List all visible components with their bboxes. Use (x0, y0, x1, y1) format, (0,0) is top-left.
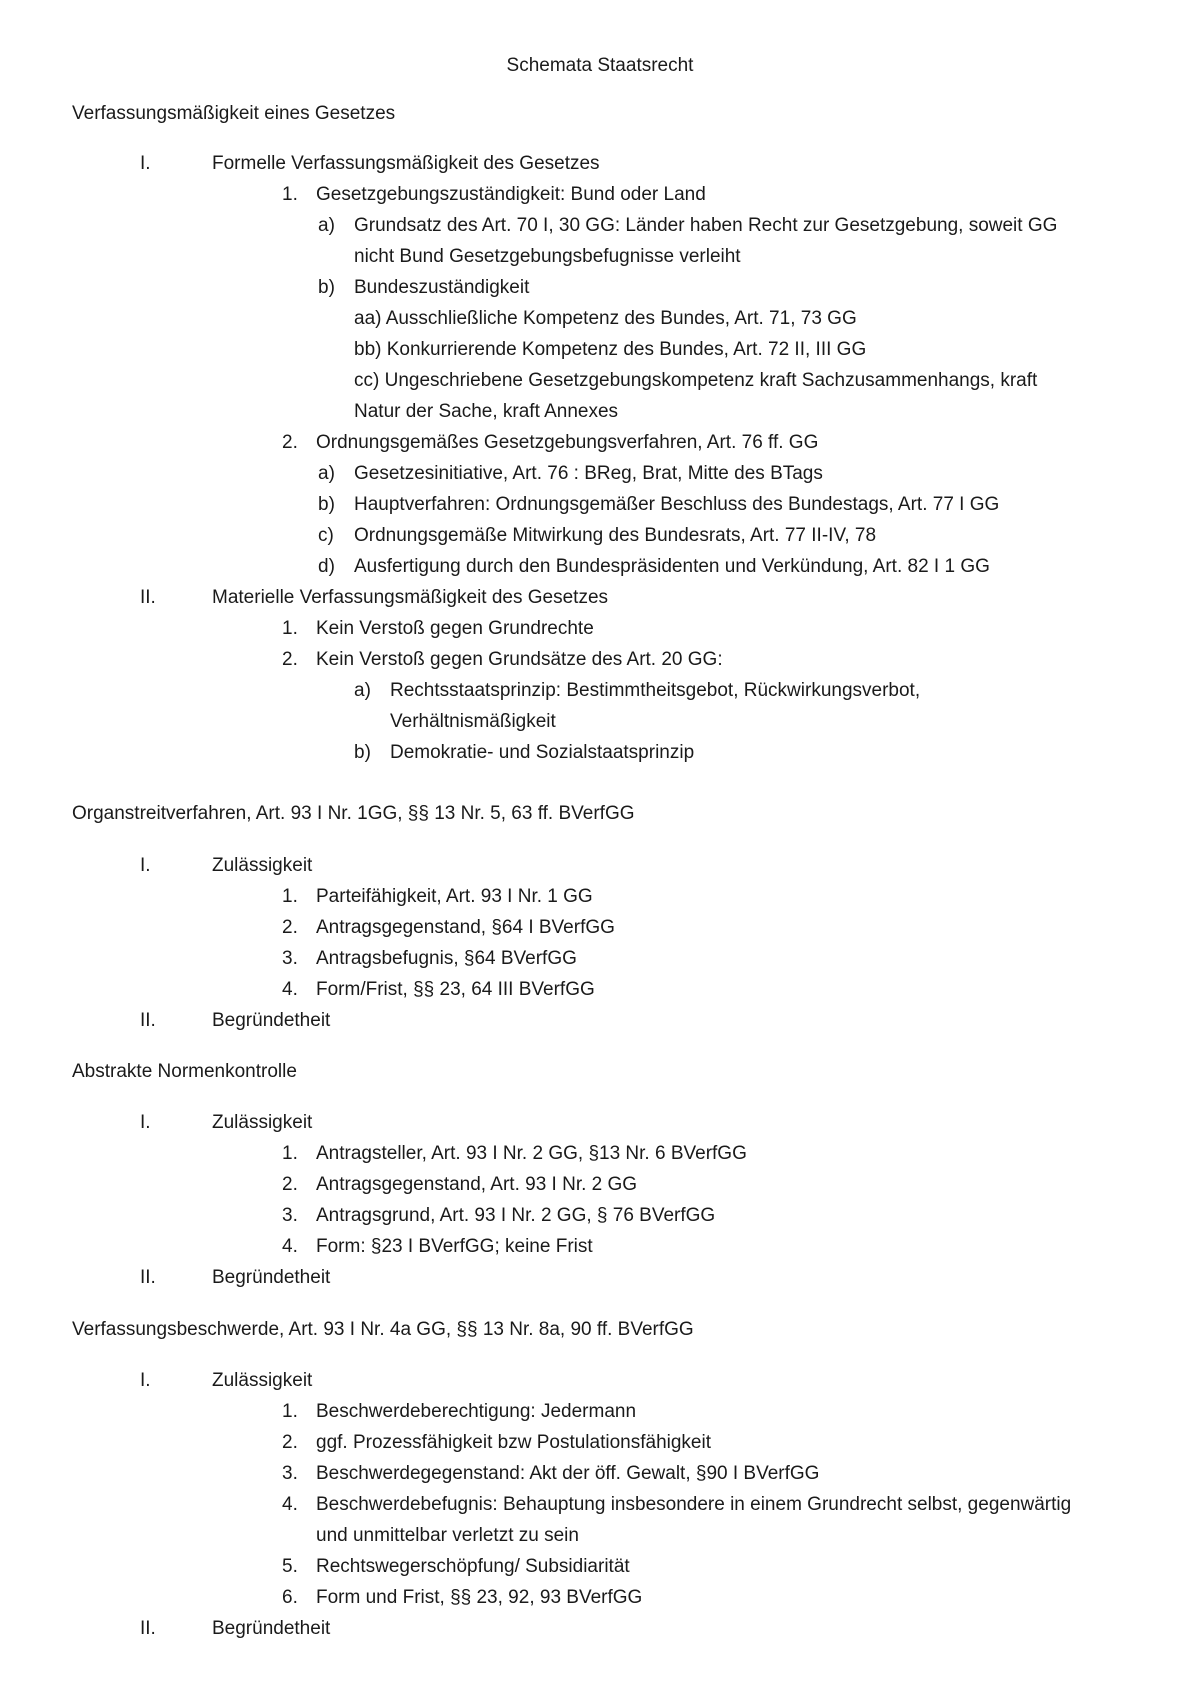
outline-item: Antragsbefugnis, §64 BVerfGG (316, 948, 577, 969)
outline-item: Gesetzgebungszuständigkeit: Bund oder Land (316, 184, 706, 205)
arabic-numeral: 2. (282, 649, 298, 670)
outline-item: Antragsgegenstand, Art. 93 I Nr. 2 GG (316, 1174, 638, 1195)
outline-item-continuation: und unmittelbar verletzt zu sein (316, 1525, 579, 1546)
outline-item: Rechtsstaatsprinzip: Bestimmtheitsgebot, Rückwirkungsverbot, (390, 680, 921, 701)
outline-item: Kein Verstoß gegen Grundrechte (316, 618, 594, 639)
arabic-numeral: 3. (282, 1463, 298, 1484)
outline-item: Antragsgrund, Art. 93 I Nr. 2 GG, § 76 BVerfGG (316, 1205, 716, 1226)
letter-marker: a) (318, 463, 335, 484)
section-heading: Abstrakte Normenkontrolle (72, 1061, 297, 1082)
outline-item: Form: §23 I BVerfGG; keine Frist (316, 1236, 593, 1257)
outline-item: Beschwerdegegenstand: Akt der öff. Gewalt, §90 I BVerfGG (316, 1463, 820, 1484)
outline-subitem: bb) Konkurrierende Kompetenz des Bundes, Art. 72 II, III GG (354, 339, 867, 360)
roman-numeral: I. (140, 1370, 151, 1391)
roman-numeral: II. (140, 1267, 156, 1288)
outline-item: Demokratie- und Sozialstaatsprinzip (390, 742, 695, 763)
outline-item: Antragsgegenstand, §64 I BVerfGG (316, 917, 615, 938)
letter-marker: b) (318, 277, 335, 298)
arabic-numeral: 4. (282, 1236, 298, 1257)
outline-item: Bundeszuständigkeit (354, 277, 530, 298)
letter-marker: b) (318, 494, 335, 515)
roman-numeral: I. (140, 855, 151, 876)
outline-item: Begründetheit (212, 1267, 331, 1288)
document-title: Schemata Staatsrecht (506, 55, 694, 76)
section-heading: Verfassungsbeschwerde, Art. 93 I Nr. 4a GG, §§ 13 Nr. 8a, 90 ff. BVerfGG (72, 1319, 694, 1340)
arabic-numeral: 2. (282, 1174, 298, 1195)
arabic-numeral: 1. (282, 184, 298, 205)
outline-item: Form und Frist, §§ 23, 92, 93 BVerfGG (316, 1587, 643, 1608)
section-heading: Organstreitverfahren, Art. 93 I Nr. 1GG, §§ 13 Nr. 5, 63 ff. BVerfGG (72, 803, 635, 824)
arabic-numeral: 2. (282, 1432, 298, 1453)
roman-numeral: II. (140, 587, 156, 608)
outline-item: ggf. Prozessfähigkeit bzw Postulationsfähigkeit (316, 1432, 711, 1453)
outline-item: Beschwerdebefugnis: Behauptung insbesondere in einem Grundrecht selbst, gegenwärtig (316, 1494, 1072, 1515)
arabic-numeral: 4. (282, 1494, 298, 1515)
outline-item: Kein Verstoß gegen Grundsätze des Art. 20 GG: (316, 649, 723, 670)
letter-marker: a) (354, 680, 371, 701)
outline-item: Grundsatz des Art. 70 I, 30 GG: Länder haben Recht zur Gesetzgebung, soweit GG (354, 215, 1058, 236)
roman-numeral: I. (140, 1112, 151, 1133)
outline-item: Hauptverfahren: Ordnungsgemäßer Beschluss des Bundestags, Art. 77 I GG (354, 494, 1000, 515)
roman-numeral: I. (140, 153, 151, 174)
outline-item-continuation: Verhältnismäßigkeit (390, 711, 556, 732)
outline-item: Formelle Verfassungsmäßigkeit des Gesetzes (212, 153, 600, 174)
arabic-numeral: 6. (282, 1587, 298, 1608)
roman-numeral: II. (140, 1618, 156, 1639)
outline-item: Rechtswegerschöpfung/ Subsidiarität (316, 1556, 630, 1577)
letter-marker: b) (354, 742, 371, 763)
outline-subitem: aa) Ausschließliche Kompetenz des Bundes, Art. 71, 73 GG (354, 308, 857, 329)
outline-item: Beschwerdeberechtigung: Jedermann (316, 1401, 637, 1422)
arabic-numeral: 1. (282, 1401, 298, 1422)
arabic-numeral: 3. (282, 948, 298, 969)
outline-item: Ordnungsgemäße Mitwirkung des Bundesrats, Art. 77 II-IV, 78 (354, 525, 877, 546)
outline-item: Materielle Verfassungsmäßigkeit des Gesetzes (212, 587, 609, 608)
outline-item: Begründetheit (212, 1618, 331, 1639)
arabic-numeral: 1. (282, 1143, 298, 1164)
outline-item: Begründetheit (212, 1010, 331, 1031)
arabic-numeral: 3. (282, 1205, 298, 1226)
letter-marker: d) (318, 556, 335, 577)
outline-item: Antragsteller, Art. 93 I Nr. 2 GG, §13 Nr. 6 BVerfGG (316, 1143, 747, 1164)
outline-item: Ordnungsgemäßes Gesetzgebungsverfahren, Art. 76 ff. GG (316, 432, 819, 453)
arabic-numeral: 5. (282, 1556, 298, 1577)
letter-marker: c) (318, 525, 334, 546)
outline-item: Form/Frist, §§ 23, 64 III BVerfGG (316, 979, 595, 1000)
outline-item: Gesetzesinitiative, Art. 76 : BReg, Brat, Mitte des BTags (354, 463, 823, 484)
section-heading: Verfassungsmäßigkeit eines Gesetzes (72, 103, 396, 124)
outline-item: Zulässigkeit (212, 855, 313, 876)
arabic-numeral: 2. (282, 917, 298, 938)
arabic-numeral: 2. (282, 432, 298, 453)
arabic-numeral: 1. (282, 618, 298, 639)
outline-item-continuation: Natur der Sache, kraft Annexes (354, 401, 619, 422)
arabic-numeral: 1. (282, 886, 298, 907)
arabic-numeral: 4. (282, 979, 298, 1000)
outline-item: Parteifähigkeit, Art. 93 I Nr. 1 GG (316, 886, 593, 907)
outline-item: Zulässigkeit (212, 1112, 313, 1133)
letter-marker: a) (318, 215, 335, 236)
outline-item: Zulässigkeit (212, 1370, 313, 1391)
roman-numeral: II. (140, 1010, 156, 1031)
outline-item: Ausfertigung durch den Bundespräsidenten und Verkündung, Art. 82 I 1 GG (354, 556, 990, 577)
outline-subitem: cc) Ungeschriebene Gesetzgebungskompetenz kraft Sachzusammenhangs, kraft (354, 370, 1038, 391)
outline-item-continuation: nicht Bund Gesetzgebungsbefugnisse verleiht (354, 246, 741, 267)
